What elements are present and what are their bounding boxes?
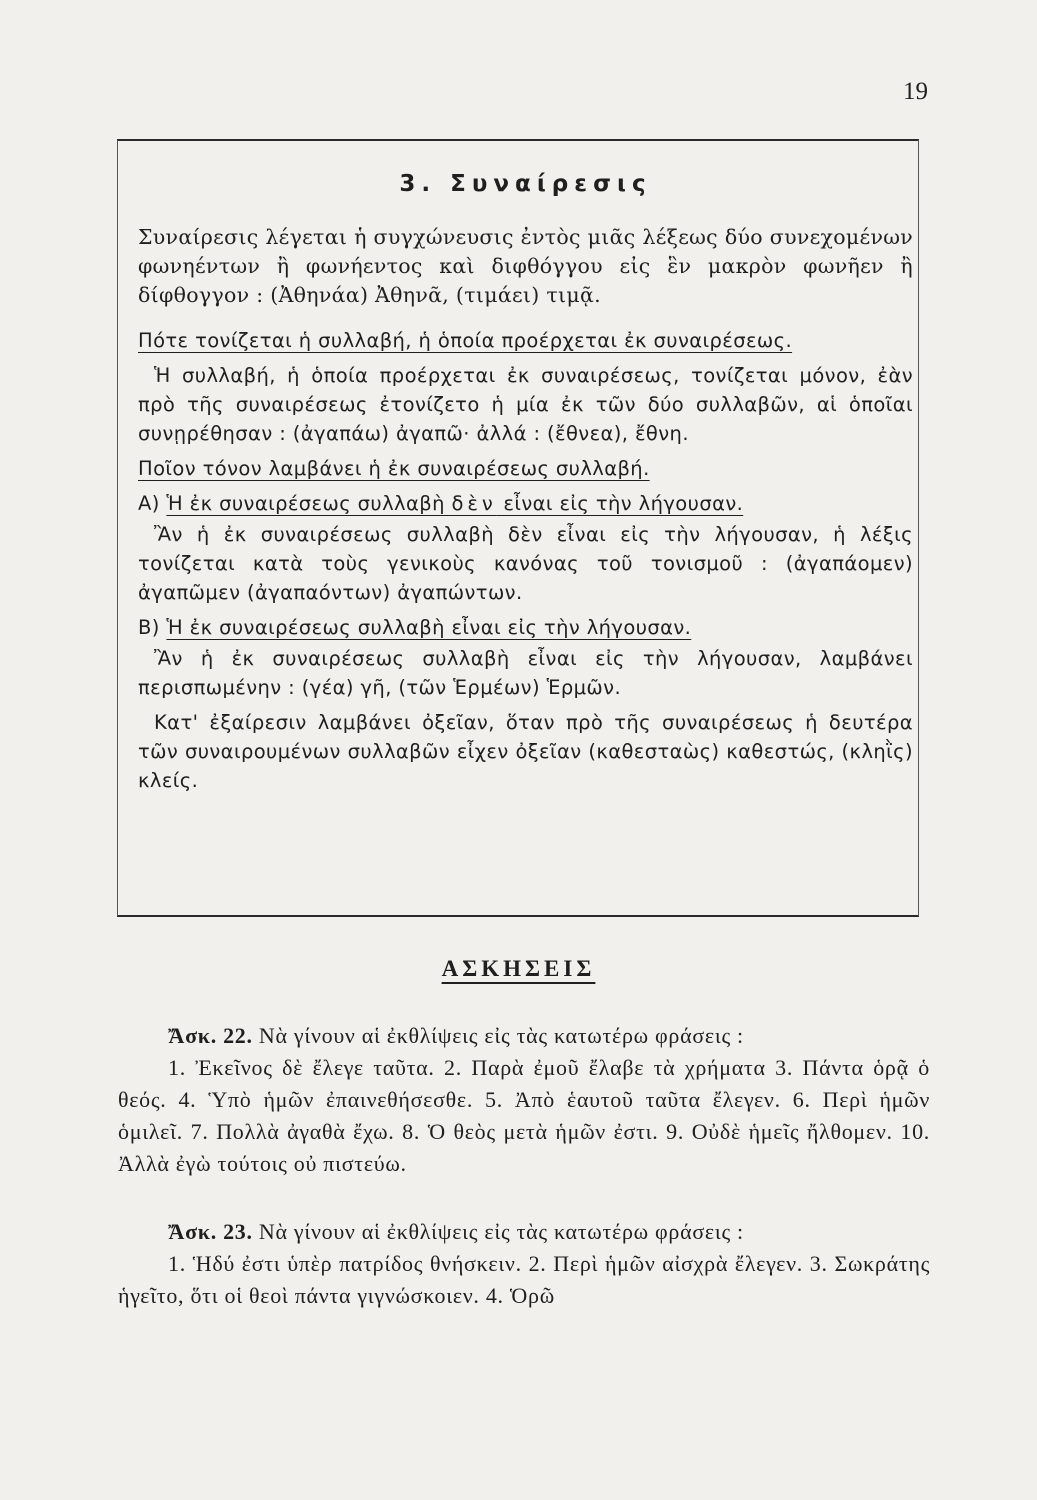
question-1-text: Πότε τονίζεται ἡ συλλαβή, ἡ ὁποία προέρχεται ἐκ συναιρέσεως. [138, 329, 793, 352]
section-title: 3. Συναίρεσις [399, 171, 652, 197]
exercises-title [0, 956, 1037, 982]
case-a-label: Α) [138, 492, 167, 515]
answer-1: Ἡ συλλαβή, ἡ ὁποία προέρχεται ἐκ συναιρέσεως, τονίζεται μόνον, ἐὰν πρὸ τῆς συναιρέσεως ἐτονίζετο ἡ μία ἐκ τῶν δύο συλλαβῶν, αἱ ὁποῖαι συνῃρέθησαν : (ἀγαπάω) ἀγαπῶ· ἀλλά : (ἔθνεα), ἔθνη. [138, 364, 913, 445]
case-a-negation: δὲν [451, 492, 497, 515]
case-a-heading [138, 489, 913, 518]
exercise-23 [118, 1216, 930, 1312]
exercise-23-instruction: Νὰ γίνουν αἱ ἐκθλίψεις εἰς τὰς κατωτέρω φράσεις : [252, 1219, 744, 1244]
exercise-22-text: 1. Ἐκεῖνος δὲ ἔλεγε ταῦτα. 2. Παρὰ ἐμοῦ ἔλαβε τὰ χρήματα 3. Πάντα ὁρᾷ ὁ θεός. 4. Ὑπὸ ἡμῶν ἐπαινεθήσεσθε. 5. Ἀπὸ ἑαυτοῦ ταῦτα ἔλεγεν. 6. Περὶ ἡμῶν ὁμιλεῖ. 7. Πολλὰ ἀγαθὰ ἔχω. 8. Ὁ θεὸς μετὰ ἡμῶν ἐστι. 9. Οὐδὲ ἡμεῖς ἤλθομεν. 10. Ἀλλὰ ἐγὼ τούτοις οὐ πιστεύω. [118, 1055, 930, 1176]
exercise-22 [118, 1020, 930, 1180]
case-b-heading [138, 613, 913, 642]
rule-box-content [138, 171, 913, 801]
question-2 [138, 454, 913, 483]
exception-text: Κατ' ἐξαίρεσιν λαμβάνει ὀξεῖαν, ὅταν πρὸ τῆς συναιρέσεως ἡ δευτέρα τῶν συναιρουμένων συλλαβῶν εἶχεν ὀξεῖαν (καθεσταὼς) καθεστώς, (κληῒς) κλείς. [138, 711, 913, 792]
question-2-text: Ποῖον τόνον λαμβάνει ἡ ἐκ συναιρέσεως συλλαβή. [138, 457, 650, 480]
case-a-heading-text [166, 492, 743, 515]
case-a-text: Ἂν ἡ ἐκ συναιρέσεως συλλαβὴ δὲν εἶναι εἰς τὴν λήγουσαν, ἡ λέξις τονίζεται κατὰ τοὺς γενικοὺς κανόνας τοῦ τονισμοῦ : (ἀγαπάομεν) ἀγαπῶμεν (ἀγαπαόντων) ἀγαπώντων. [138, 523, 913, 604]
exercise-22-label: Ἄσκ. 22. [168, 1023, 253, 1048]
rule-box [117, 139, 919, 917]
exercise-23-label: Ἄσκ. 23. [168, 1219, 253, 1244]
case-b-heading-text: Ἡ ἐκ συναιρέσεως συλλαβὴ εἶναι εἰς τὴν λήγουσαν. [166, 616, 692, 639]
case-b-text: Ἂν ἡ ἐκ συναιρέσεως συλλαβὴ εἶναι εἰς τὴν λήγουσαν, λαμβάνει περισπωμένην : (γέα) γῆ, (τῶν Ἑρμέων) Ἑρμῶν. [138, 647, 913, 699]
exercise-23-lead [118, 1216, 930, 1248]
exercise-23-text: 1. Ἡδύ ἐστι ὑπὲρ πατρίδος θνήσκειν. 2. Περὶ ἡμῶν αἰσχρὰ ἔλεγεν. 3. Σωκράτης ἡγεῖτο, ὅτι οἱ θεοὶ πάντα γιγνώσκοιεν. 4. Ὁρῶ [118, 1251, 930, 1308]
case-a-pre: Ἡ ἐκ συναιρέσεως συλλαβὴ [166, 492, 452, 515]
page-number: 19 [903, 78, 928, 105]
definition-text: Συναίρεσις λέγεται ἡ συγχώνευσις ἐντὸς μιᾶς λέξεως δύο συνεχομένων φωνηέντων ἢ φωνήεντος καὶ διφθόγγου εἰς ἓν μακρὸν φωνῆεν ἢ δίφθογγον : (Ἀθηνάα) Ἀθηνᾶ, (τιμάει) τιμᾷ. [138, 225, 913, 307]
question-1 [138, 326, 913, 355]
case-b-label: Β) [138, 616, 167, 639]
case-a-post: εἶναι εἰς τὴν λήγουσαν. [496, 492, 744, 515]
exercise-22-lead [118, 1020, 930, 1052]
exercise-22-instruction: Νὰ γίνουν αἱ ἐκθλίψεις εἰς τὰς κατωτέρω φράσεις : [252, 1023, 744, 1048]
exercises-title-text: ΑΣΚΗΣΕΙΣ [441, 956, 596, 981]
